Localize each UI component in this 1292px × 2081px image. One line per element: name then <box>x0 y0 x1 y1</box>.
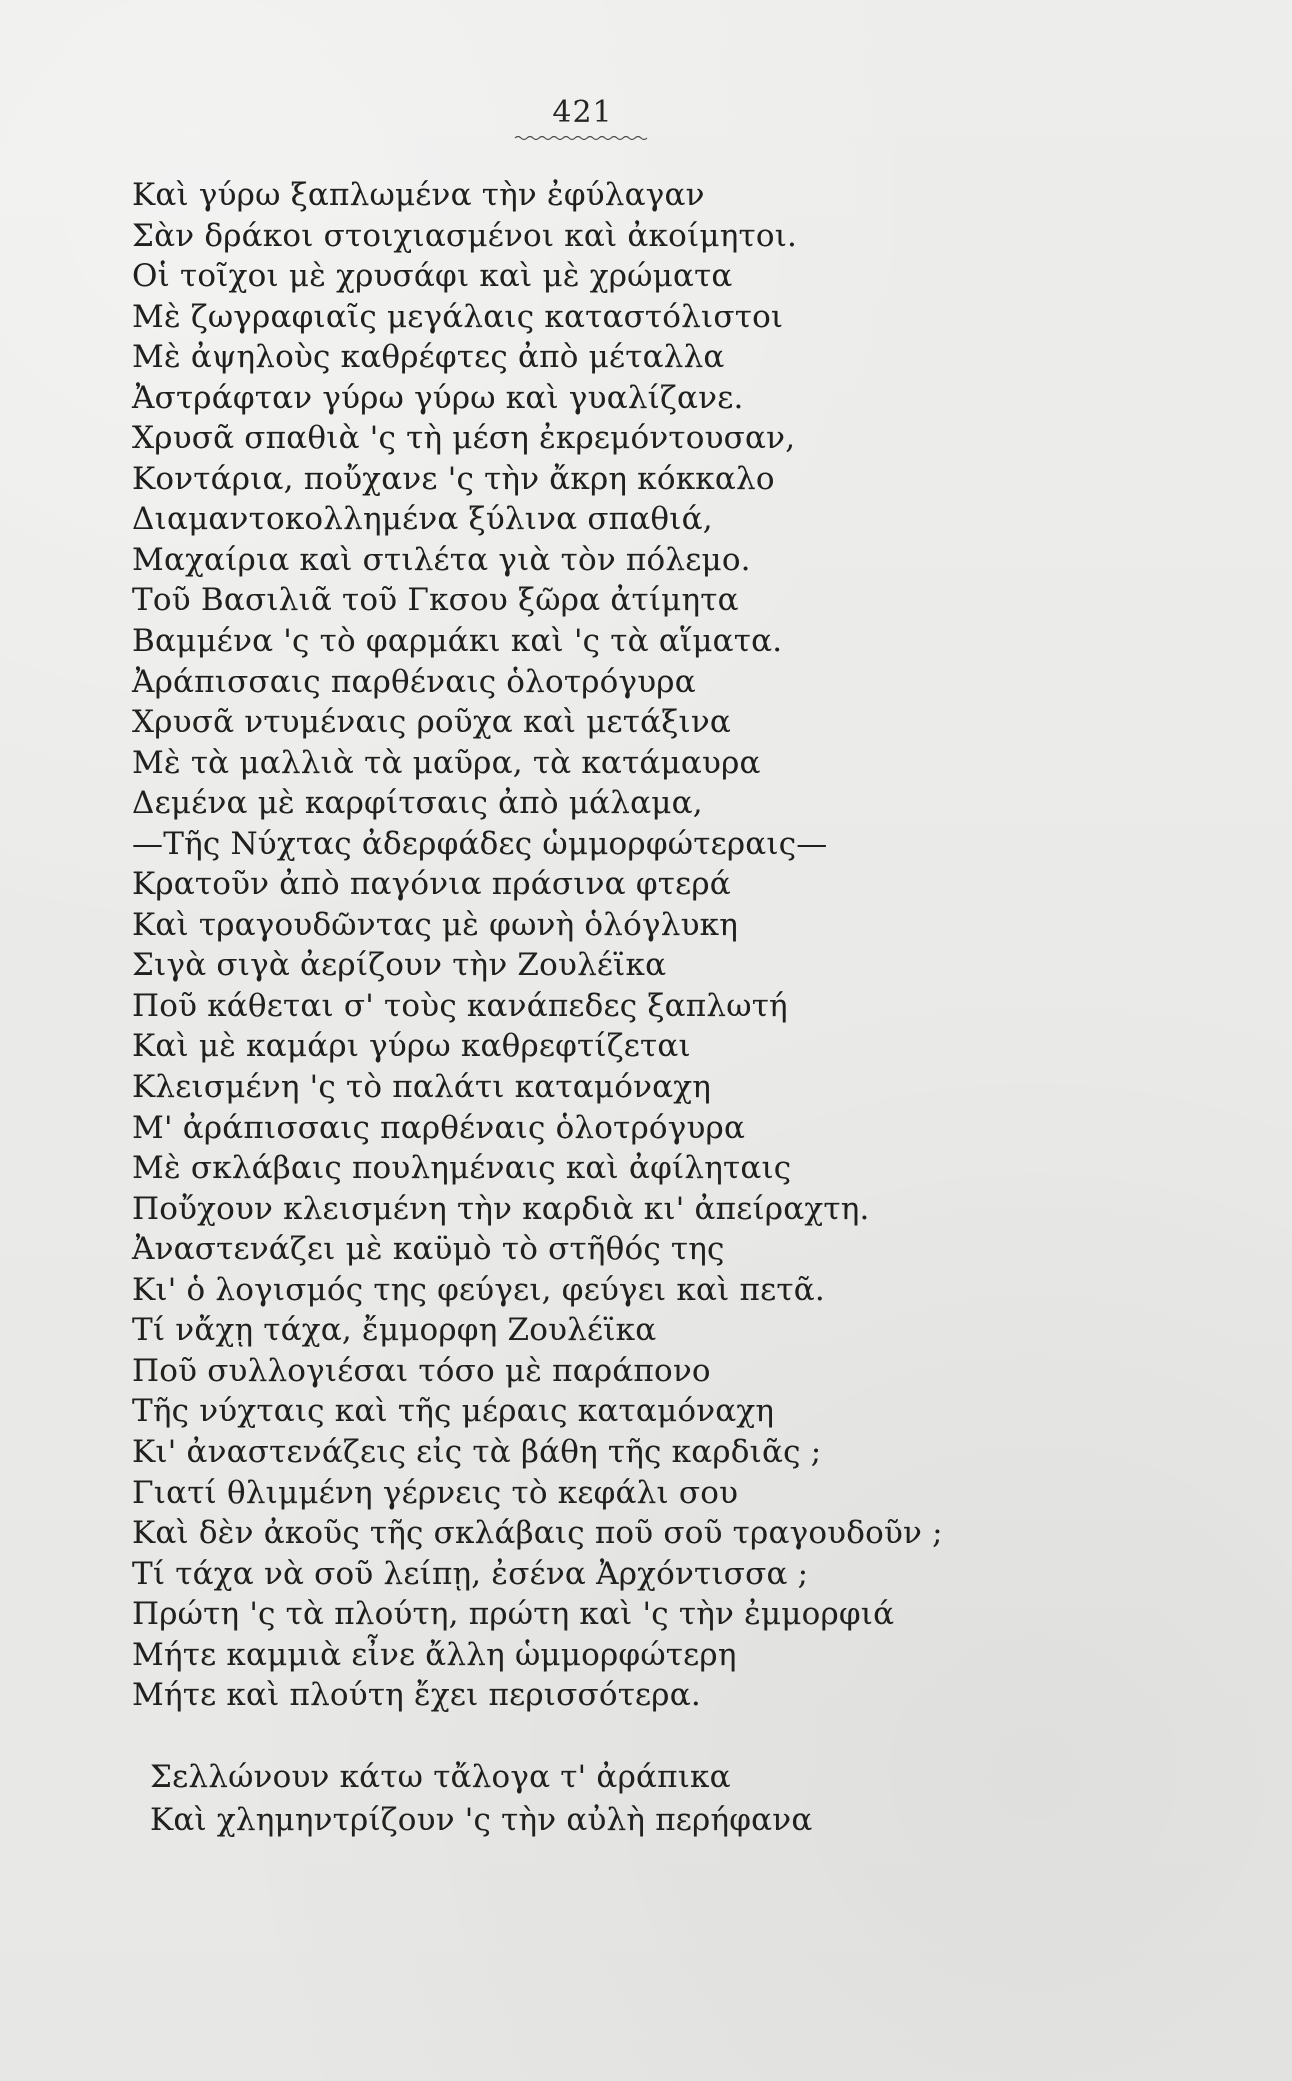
poem-line: Μὲ ἀψηλοὺς καθρέφτες ἀπὸ μέταλλα <box>132 339 725 376</box>
poem-line: Μαχαίρια καὶ στιλέτα γιὰ τὸν πόλεμο. <box>132 541 751 578</box>
poem-line: Κοντάρια, ποὔχανε 'ς τὴν ἄκρη κόκκαλο <box>132 460 775 497</box>
poem-line: Σιγὰ σιγὰ ἀερίζουν τὴν Ζουλέϊκα <box>132 947 667 984</box>
page-number-underline <box>514 135 650 142</box>
poem-line: Χρυσᾶ ντυμέναις ροῦχα καὶ μετάξινα <box>132 704 732 741</box>
poem-line: Καὶ τραγουδῶντας μὲ φωνὴ ὁλόγλυκη <box>132 906 738 943</box>
poem-line: Χρυσᾶ σπαθιὰ 'ς τὴ μέση ἐκρεμόντουσαν, <box>132 420 796 457</box>
poem-line: Καὶ γύρω ξαπλωμένα τὴν ἐφύλαγαν <box>132 177 705 213</box>
poem-line: Μήτε καμμιὰ εἶνε ἄλλη ὡμμορφώτερη <box>132 1636 737 1673</box>
poem-line: Τοῦ Βασιλιᾶ τοῦ Γκσου ξῶρα ἀτίμητα <box>132 582 739 619</box>
poem-line: Ποὔχουν κλεισμένη τὴν καρδιὰ κι' ἀπείραχτη. <box>132 1190 870 1227</box>
poem-line: Τί τάχα νὰ σοῦ λείπῃ, ἐσένα Ἀρχόντισσα ; <box>132 1555 809 1592</box>
poem-line: Δεμένα μὲ καρφίτσαις ἀπὸ μάλαμα, <box>132 785 703 822</box>
poem-line: Οἱ τοῖχοι μὲ χρυσάφι καὶ μὲ χρώματα <box>132 258 733 295</box>
poem-line: Μὲ σκλάβαις πουλημέναις καὶ ἀφίληταις <box>132 1150 792 1187</box>
page-number: 421 <box>552 95 613 130</box>
poem-line: Καὶ μὲ καμάρι γύρω καθρεφτίζεται <box>132 1028 691 1065</box>
poem-line: Τῆς νύχταις καὶ τῆς μέραις καταμόναχη <box>132 1393 775 1430</box>
closing-line: Σελλώνουν κάτω τἄλογα τ' ἀράπικα <box>150 1759 731 1795</box>
poem-line: Ἀράπισσαις παρθέναις ὁλοτρόγυρα <box>132 663 696 700</box>
poem-line: Ἀναστενάζει μὲ καϋμὸ τὸ στῆθός της <box>132 1231 725 1268</box>
poem-line: Μὲ τὰ μαλλιὰ τὰ μαῦρα, τὰ κατάμαυρα <box>132 744 761 781</box>
poem-line: Διαμαντοκολλημένα ξύλινα σπαθιά, <box>132 501 713 538</box>
poem-line: Σὰν δράκοι στοιχιασμένοι καὶ ἀκοίμητοι. <box>132 217 798 254</box>
closing-text <box>150 1756 1000 1842</box>
poem-line: Βαμμένα 'ς τὸ φαρμάκι καὶ 'ς τὰ αἵματα. <box>132 623 783 660</box>
poem-line: Κρατοῦν ἀπὸ παγόνια πράσινα φτερά <box>132 866 731 903</box>
poem-line: Μήτε καὶ πλούτη ἔχει περισσότερα. <box>132 1677 701 1714</box>
page-number-area <box>510 95 655 143</box>
closing-line: Καὶ χλημηντρίζουν 'ς τὴν αὐλὴ περήφανα <box>150 1802 813 1838</box>
poem-line: Μ' ἀράπισσαις παρθέναις ὁλοτρόγυρα <box>132 1109 746 1146</box>
poem-line: Ποῦ κάθεται σ' τοὺς κανάπεδες ξαπλωτή <box>132 987 788 1024</box>
poem-line: Κλεισμένη 'ς τὸ παλάτι καταμόναχη <box>132 1069 712 1106</box>
poem-text <box>132 175 1002 1716</box>
poem-line: Γιατί θλιμμένη γέρνεις τὸ κεφάλι σου <box>132 1474 739 1511</box>
poem-line: Ἀστράφταν γύρω γύρω καὶ γυαλίζανε. <box>132 379 744 416</box>
poem-line: Κι' ὁ λογισμός της φεύγει, φεύγει καὶ πετᾶ. <box>132 1271 825 1308</box>
poem-line: Ποῦ συλλογιέσαι τόσο μὲ παράπονο <box>132 1352 711 1389</box>
poem-line: Τί νἄχῃ τάχα, ἔμμορφη Ζουλέϊκα <box>132 1312 657 1349</box>
poem-line: Μὲ ζωγραφιαῖς μεγάλαις καταστόλιστοι <box>132 298 784 335</box>
poem-line: Κι' ἀναστενάζεις εἰς τὰ βάθη τῆς καρδιᾶς ; <box>132 1433 822 1470</box>
poem-line: Πρώτη 'ς τὰ πλούτη, πρώτη καὶ 'ς τὴν ἐμμορφιά <box>132 1596 895 1633</box>
poem-line: Καὶ δὲν ἀκοῦς τῆς σκλάβαις ποῦ σοῦ τραγουδοῦν ; <box>132 1515 943 1552</box>
poem-line: —Τῆς Νύχτας ἀδερφάδες ὡμμορφώτεραις— <box>132 825 828 862</box>
